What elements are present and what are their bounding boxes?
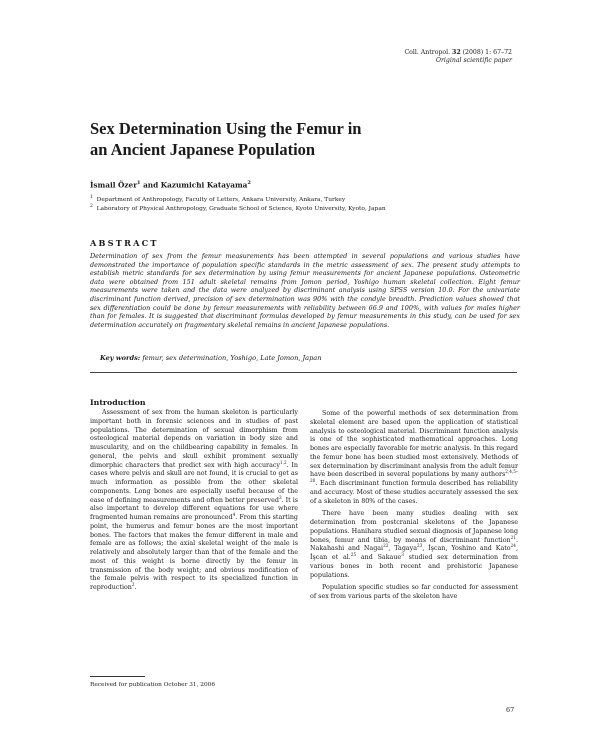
citation-ref: 3 [278,494,282,500]
keywords-text: femur, sex determination, Yoshigo, Late Jomon, Japan [140,354,322,362]
abstract-body: Determination of sex from the femur measurements has been attempted in several populations and various studies have demonstrated the importance of population specific standards in the metric assessment of sex. The present study attempts to establish metric standards for sex determination by using femur measurements for ancient Japanese populations. Osteometric data were obtained from 151 adult skeletal remains from Jomon period, Yoshigo human skeletal collection. Eight femur measurements were taken and the data were analyzed by discriminant analysis using SPSS version 10.0. For the univariate discriminant function derived, precision of sex determination was 90% with the condyle breadth. Prediction values showed that sex differentiation could be done by femur measurements with reliability between 66.9 and 100%, with values for males higher than for females. It is suggested that discriminant formulas developed by femur measurements in this study, can be used for sex determination accurately on fragmentary skeletal remains in ancient Japanese populations. [90,252,520,329]
paper-type: Original scientific paper [435,57,512,65]
author-1-affiliation-mark: 1 [137,180,141,186]
author-list [90,180,251,189]
affiliation-1-text: Department of Anthropology, Faculty of Letters, Ankara University, Ankara, Turkey [96,196,346,203]
body-column-right [310,410,518,602]
citation-ref: 24 [510,543,516,549]
affiliation-2-mark: 2 [90,204,93,209]
author-connector: and [140,180,161,190]
citation-ref: 23 [417,543,423,549]
section-divider [90,372,517,373]
journal-issue-pages: (2008) 1: 67–72 [462,49,512,56]
footnote-divider [90,676,145,677]
journal-citation [262,49,512,66]
title-line-1: Sex Determination Using the Femur in [90,119,362,138]
journal-name: Coll. Antropol. [404,49,451,56]
citation-ref: 4 [232,511,236,517]
citation-ref: 22 [383,543,389,549]
citation-ref: 1,2 [280,459,287,465]
journal-reference [262,49,512,57]
citation-ref: 2,4,5–20 [310,469,518,483]
author-2: Kazumichi Katayama [160,180,248,190]
page-number: 67 [506,706,515,714]
affiliation-1-mark: 1 [90,195,93,200]
intro-paragraph-1: Assessment of sex from the human skeleton is particularly important both in forensic sciences and in studies of past populations. The determination of sexual dimorphism from osteological material depends on variation in body size and muscularity, and on the childbearing capability in females. In general, the pelvis and skull exhibit prominent sexually dimorphic characters that predict sex with high accuracy$^{1,2}$. In cases where pelvis and skull are not found, it is crucial to get as much information as possible from the other skeletal components. Long bones are especially useful because of the ease of defining measurements and often better preserved$^3$. It is also important to develop different equations for use where fragmented human remains are pronounced$^4$. From this starting point, the humerus and femur bones are the most important bones. The factors that makes the femur different in male and female are as follows; the axial skeletal weight of the male is relatively and absolutely larger than that of the female and the most of this weight is borne directly by the femur in transmission of the body weight; and obvious modification of the female pelvis with respect to its specialized function in reproduction$^2$. [90,409,299,591]
body-column-left [90,409,298,593]
intro-paragraph-3: There have been many studies dealing with sex determination from postcranial skeletons of the Japanese populations. Hanihara studied sexual diagnosis of Japanese long bones, femur and tibia, by means of discriminant function$^{21}$. Nakahashi and Nagai$^{22}$, Tagaya$^{23}$, İşcan, Yoshino and Kato$^{24}$, İşcan et al.$^{25}$ and Sakaue$^3$ studied sex determination from various bones in both recent and prehistoric Japanese populations. [310,510,518,579]
affiliation-2-text: Laboratory of Physical Anthropology, Graduate School of Science, Kyoto University, Kyoto, Japan [96,205,386,212]
citation-ref: 21 [510,534,516,540]
paper-title [90,118,530,160]
intro-paragraph-4: Population specific studies so far conducted for assessment of sex from various parts of the skeleton have [310,584,518,600]
title-line-2: an Ancient Japanese Population [90,140,316,159]
keywords-label: Key words: [100,354,141,362]
affiliation-2 [90,204,386,212]
citation-ref: 25 [350,551,357,557]
keywords [100,354,520,362]
journal-volume: 32 [452,49,461,56]
citation-ref: 2 [131,581,135,587]
introduction-heading: Introduction [90,398,146,407]
author-1: İsmail Özer [90,180,138,190]
affiliation-1 [90,195,345,203]
abstract-heading: ABSTRACT [90,238,159,248]
citation-ref: 3 [401,551,404,557]
intro-paragraph-2: Some of the powerful methods of sex determination from skeletal element are based upon the application of statistical analysis to osteological material. Discriminant function analysis is one of the sophisticated mathematical approaches. Long bones are especially favorable for metric analysis. In this regard the femur bone has been studied most extensively. Methods of sex determination by discriminant analysis from the adult femur have been described in several populations by many authors$^{2,4,5-20}$. Each discriminant function formula described has reliability and accuracy. Most of these studies accurately assessed the sex of a skeleton in 80% of the cases. [310,410,518,505]
received-date-footnote: Received for publication October 31, 2006 [90,682,216,688]
author-2-affiliation-mark: 2 [247,180,251,186]
